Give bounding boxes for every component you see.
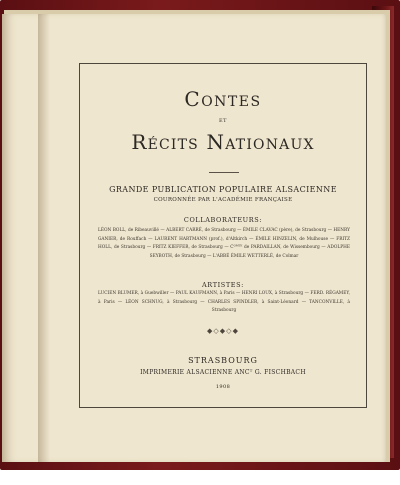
- title-line-2: Récits Nationaux: [131, 130, 315, 154]
- subtitle: GRANDE PUBLICATION POPULAIRE ALSACIENNE: [109, 185, 337, 194]
- title-line-1: Contes: [184, 87, 262, 111]
- collaborateurs-list: LÉON BOLL, de Ribeauvillé — ALBERT CARRÉ, de Strasbourg — ÉMILE CLAVAC (père), de Strasbourg — HENRY GANIER, de Rouffach — LAURENT HARTMANN (prof.), d'Altkirch — ÉMILE HINZELIN, de Mulhouse — FRITZ HOLL, de Strasbourg — FRITZ KIEFFER, de Strasbourg — Cᴼᴹᵀᴱ de PARDAILLAN, de Wissembourg — ADOLPHE SEYBOTH, de Strasbourg — L'ABBÉ ÉMILE WETTERLÉ, de Colmar: [98, 228, 350, 259]
- publisher-name: IMPRIMERIE ALSACIENNE ANCᵀ G. FISCHBACH: [140, 369, 306, 376]
- artistes-list: LUCIEN BLUMER, à Guebwiller — PAUL KAUFMANN, à Paris — HENRI LOUX, à Strasbourg — FERD. RÉGAMEY, à Paris — LÉON SCHNUG, à Strasbourg — CHARLES SPINDLER, à Saint-Léonard — TANCONVILLE, à Strasbourg: [98, 291, 350, 313]
- title-rule: [209, 172, 239, 173]
- artistes-heading: ARTISTES:: [202, 281, 244, 289]
- subtitle-2: COURONNÉE PAR L'ACADÉMIE FRANÇAISE: [153, 197, 293, 203]
- ornament-divider: ◆◇◆◇◆: [207, 327, 239, 335]
- title-et: ET: [219, 118, 227, 124]
- publication-year: 1908: [215, 384, 231, 390]
- collaborateurs-heading: COLLABORATEURS:: [183, 216, 263, 224]
- publisher-city: STRASBOURG: [188, 356, 258, 365]
- page-gutter: [38, 14, 50, 462]
- title-frame: [79, 63, 367, 408]
